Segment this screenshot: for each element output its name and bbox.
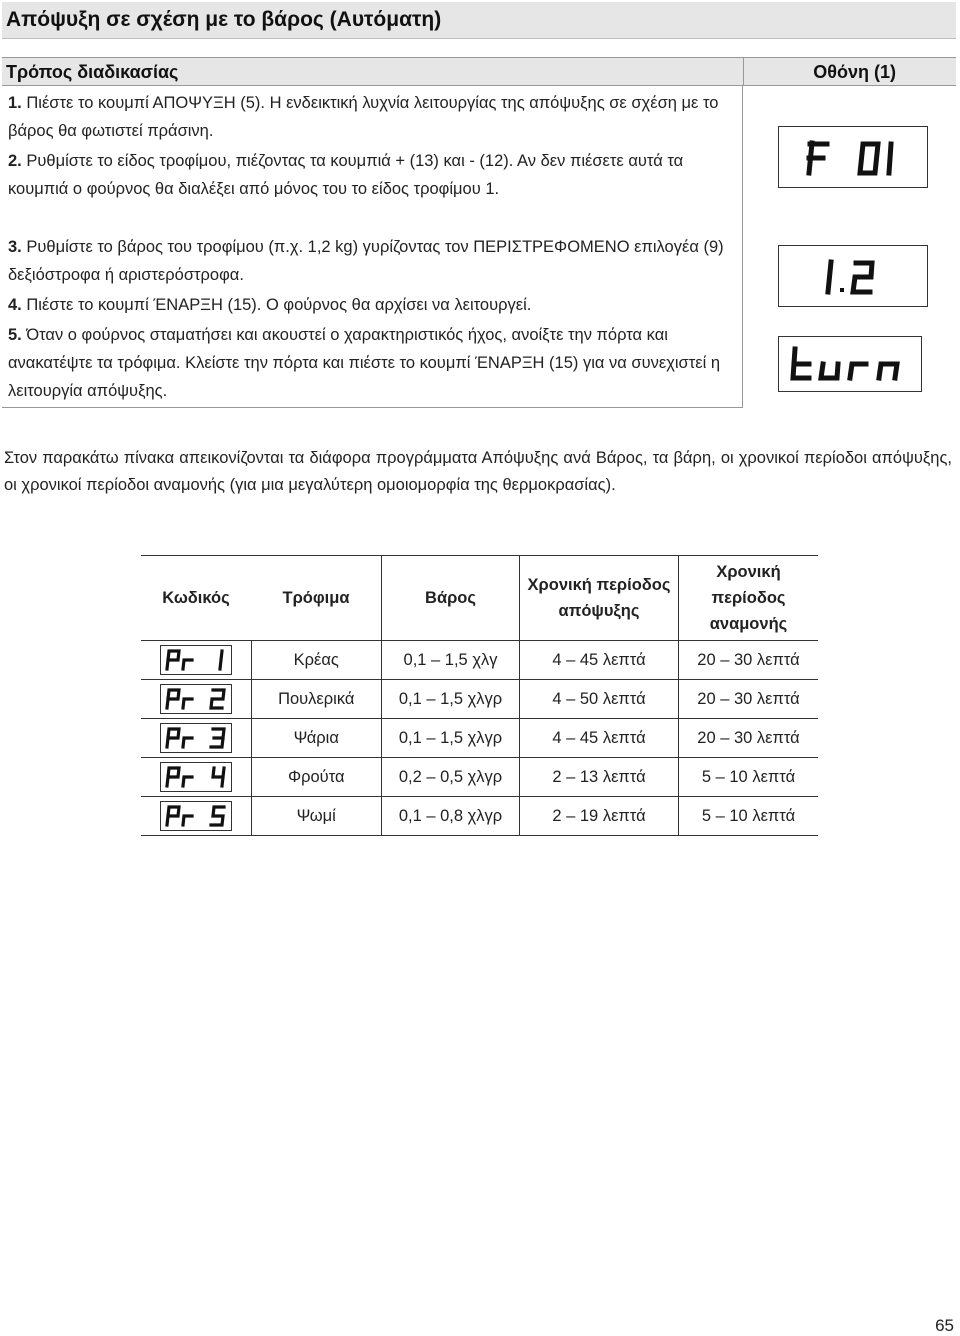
defrost-time-cell: 2 – 19 λεπτά <box>520 797 679 836</box>
display-1-2 <box>778 245 928 307</box>
page-title: Απόψυξη σε σχέση με το βάρος (Αυτόματη) <box>6 8 442 31</box>
procedure-steps <box>2 85 743 408</box>
program-code-display <box>160 723 232 753</box>
defrost-time-cell: 4 – 50 λεπτά <box>520 680 679 719</box>
table-row <box>141 797 818 836</box>
step-2: 2. Ρυθμίστε το είδος τροφίμου, πιέζοντας τα κουμπιά + (13) και - (12). Αν δεν πιέσετε αυτά τα κουμπιά ο φούρνος θα διαλέξει από μόνος του το είδος τροφίμου 1. <box>8 152 684 198</box>
weight-cell: 0,1 – 1,5 χλγρ <box>382 719 520 758</box>
table-row <box>141 641 818 680</box>
food-cell: Ψάρια <box>251 719 382 758</box>
food-cell: Φρούτα <box>251 758 382 797</box>
programs-description: Στον παρακάτω πίνακα απεικονίζονται τα διάφορα προγράμματα Απόψυξης ανά Βάρος, τα βάρη, οι χρονικοί περίοδοι απόψυξης, οι χρονικοί περίοδοι αναμονής (για μια μεγαλύτερη ομοιομορφία της θερμοκρασίας). <box>4 448 952 494</box>
food-cell: Πουλερικά <box>251 680 382 719</box>
program-code <box>141 719 251 758</box>
procedure-header <box>2 57 956 86</box>
defrost-time-cell: 4 – 45 λεπτά <box>520 641 679 680</box>
header-divider <box>743 58 744 85</box>
step-5: 5. Όταν ο φούρνος σταματήσει και ακουστεί ο χαρακτηριστικός ήχος, ανοίξτε την πόρτα και ανακατέψτε τα τρόφιμα. Κλείστε την πόρτα και πιέστε το κουμπί ΈΝΑΡΞΗ (15) για να συνεχιστεί η λειτουργία απόψυξης. <box>8 326 721 400</box>
food-cell: Κρέας <box>251 641 382 680</box>
weight-cell: 0,1 – 0,8 χλγρ <box>382 797 520 836</box>
page-number: 65 <box>935 1316 954 1335</box>
weight-cell: 0,1 – 1,5 χλγρ <box>382 680 520 719</box>
table-header-row <box>141 556 818 641</box>
standby-time-cell: 20 – 30 λεπτά <box>679 680 819 719</box>
food-cell: Ψωμί <box>251 797 382 836</box>
step-1: 1. Πιέστε το κουμπί ΑΠΟΨΥΞΗ (5). Η ενδεικτική λυχνία λειτουργίας της απόψυξης σε σχέση με το βάρος θα φωτιστεί πράσινη. <box>8 94 719 140</box>
display-f01 <box>778 126 928 188</box>
standby-time-cell: 5 – 10 λεπτά <box>679 758 819 797</box>
program-code-display <box>160 645 232 675</box>
title-bar <box>2 2 956 39</box>
program-code-display <box>160 801 232 831</box>
program-code-display <box>160 684 232 714</box>
step-4: 4. Πιέστε το κουμπί ΈΝΑΡΞΗ (15). Ο φούρνος θα αρχίσει να λειτουργεί. <box>8 296 532 314</box>
program-code-display <box>160 762 232 792</box>
program-code <box>141 797 251 836</box>
column-header: Χρονική περίοδος αναμονής <box>679 556 819 641</box>
defrost-time-cell: 4 – 45 λεπτά <box>520 719 679 758</box>
defrost-time-cell: 2 – 13 λεπτά <box>520 758 679 797</box>
display-header-label: Οθόνη (1) <box>813 62 896 82</box>
standby-time-cell: 20 – 30 λεπτά <box>679 719 819 758</box>
standby-time-cell: 5 – 10 λεπτά <box>679 797 819 836</box>
weight-cell: 0,1 – 1,5 χλγ <box>382 641 520 680</box>
column-header: Τρόφιμα <box>251 556 382 641</box>
program-code <box>141 680 251 719</box>
column-header: Κωδικός <box>141 556 251 641</box>
table-row <box>141 719 818 758</box>
display-turn <box>778 336 922 392</box>
procedure-header-label: Τρόπος διαδικασίας <box>6 62 179 82</box>
table-row <box>141 758 818 797</box>
table-row <box>141 680 818 719</box>
program-code <box>141 758 251 797</box>
defrost-programs-table <box>141 555 818 836</box>
weight-cell: 0,2 – 0,5 χλγρ <box>382 758 520 797</box>
column-header: Χρονική περίοδος απόψυξης <box>520 556 679 641</box>
standby-time-cell: 20 – 30 λεπτά <box>679 641 819 680</box>
program-code <box>141 641 251 680</box>
column-header: Βάρος <box>382 556 520 641</box>
step-3: 3. Ρυθμίστε το βάρος του τροφίμου (π.χ. 1,2 kg) γυρίζοντας τον ΠΕΡΙΣΤΡΕΦΟΜΕΝΟ επιλογέα (9) δεξιόστροφα ή αριστερόστροφα. <box>8 238 724 284</box>
